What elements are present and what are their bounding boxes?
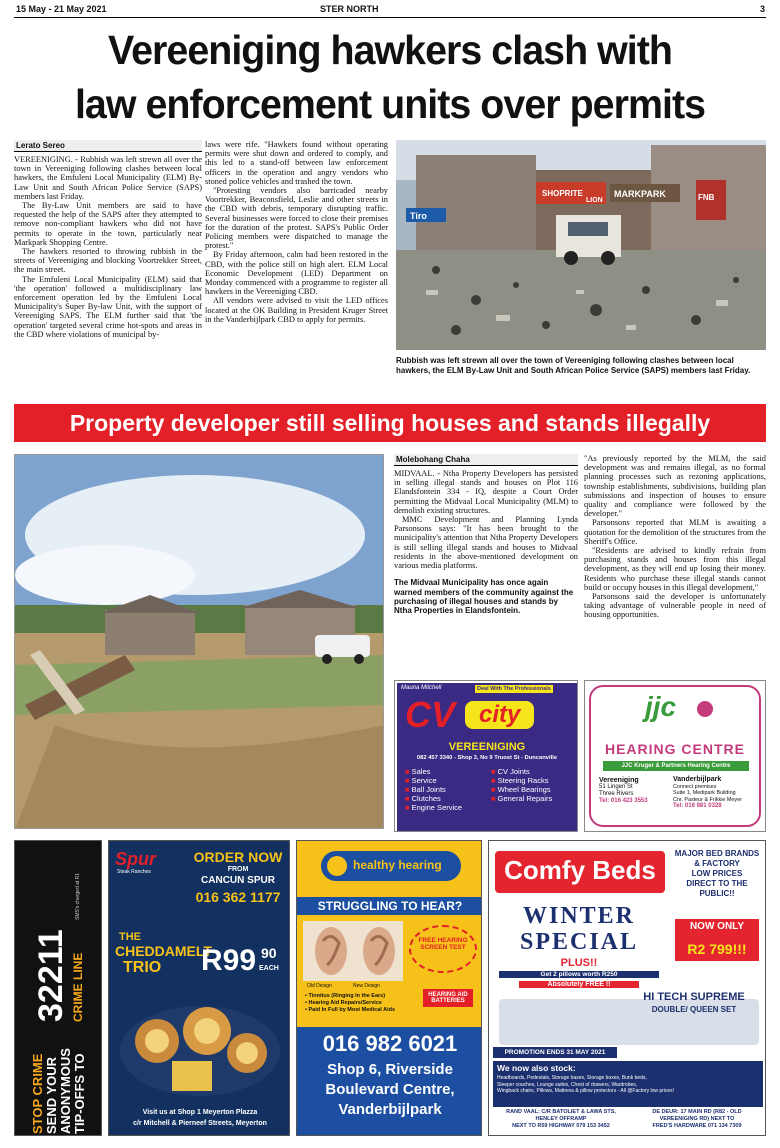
hearing-badge: FREE HEARING SCREEN TEST — [418, 937, 468, 951]
story1-column2 — [205, 140, 388, 324]
story1-caption: Rubbish was left strewn all over the town of Vereeniging following clashes between local hawkers, the ELM By-Law Unit and South African Police Service (SAPS) members last Friday. — [396, 356, 751, 375]
spur-order: ORDER NOW — [193, 849, 283, 865]
comfy-stock-title: We now also stock: — [497, 1063, 576, 1073]
paragraph: MMC Development and Planning Lynda Parsonsons says: "It has been brought to the municipality's attention that Ntha Property Developers is still selling illegal stands and houses to Midvaal residents in the above-mentioned development on various media platforms. — [394, 515, 578, 571]
spur-phone: 016 362 1177 — [195, 889, 281, 905]
story2-column2 — [584, 454, 766, 620]
comfy-rand-vaal: RAND VAAL: C/R BATOLIET & LAWA STS, HENLEY OFFRAMP NEXT TO R59 HIGHWAY 079 153 3452 — [506, 1109, 616, 1129]
crime-brand: CRIME LINE — [71, 952, 85, 1022]
story2-banner-headline: Property developer still selling houses and stands illegally — [14, 404, 766, 442]
paragraph: The By-Law Unit members are said to have requested the help of the SAPS after they attempted to remove non-compliant hawkers who did not have permits to operate in the town, particularly near Markpark Shopping Centre. — [14, 201, 202, 247]
hearing-bullet: • Hearing Aid Repairs/Service — [305, 1000, 382, 1006]
cv-address: 082 457 3340 - Shop 3, No 9 Truost St - Duncanville — [416, 755, 558, 761]
paragraph: The hawkers resorted to throwing rubbish in the streets of Vereeniging and blocking Voortrekker Street, the main street. — [14, 247, 202, 275]
story1-photo — [396, 140, 766, 350]
comfy-de-deur: DE DEUR: 17 MAIN RD (R82 - OLD VEREENIGING RD) NEXT TO FRED'S HARDWARE 071 134 7309 — [652, 1109, 742, 1129]
crime-rotated — [31, 844, 87, 1134]
jjc-title: HEARING CENTRE — [604, 741, 745, 757]
jjc-logo: jjc — [645, 691, 677, 722]
sign-lion: LION — [586, 197, 603, 204]
hearing-batteries: HEARING AID BATTERIES — [423, 989, 473, 1007]
story1-byline: Lerato Sereo — [14, 140, 202, 152]
hearing-old: Old Design — [307, 983, 332, 989]
paragraph: By Friday afternoon, calm had been restored in the CBD, with the police still on high alert. ELM Local Economic Development (LED) Department on Monday commenced with a programme to register all hawkers in the Vereeniging CBD. — [205, 250, 388, 297]
story2-body1 — [394, 469, 578, 570]
cv-service-item: ■ Steering Racks — [491, 776, 549, 785]
hearing-addr3: Vanderbijlpark — [338, 1101, 442, 1118]
comfy-pillows: Get 2 pillows worth R250 — [499, 971, 659, 978]
paper-name: STER NORTH — [320, 4, 379, 14]
comfy-now-only: NOW ONLY — [689, 921, 745, 932]
crime-line1: STOP CRIME — [30, 1053, 45, 1134]
comfy-brand: Comfy Beds — [504, 855, 656, 885]
ad-comfy-beds[interactable] — [488, 840, 766, 1136]
cv-service-item: ■ Wheel Bearings — [491, 785, 551, 794]
story2-pullquote: The Midvaal Municipality has once again warned members of the community against the purchasing of illegal houses and stands by Ntha Properties in Elandsfontein. — [394, 578, 574, 616]
story2-photo — [14, 454, 384, 829]
jjc-subtitle: JJC Kruger & Partners Hearing Centre — [603, 761, 749, 771]
hearing-brand: healthy hearing — [353, 858, 442, 872]
cv-brand-city: city — [465, 701, 534, 729]
crime-line2: SEND YOUR — [44, 1056, 59, 1134]
comfy-special: SPECIAL — [519, 929, 639, 955]
issue-date: 15 May - 21 May 2021 — [16, 4, 107, 14]
cv-service-item: ■ Sales — [405, 767, 431, 776]
paragraph: "Protesting vendors also barricaded nearby Voortrekker, Beaconsfield, Leslie and other streets in the CBD with debris, temporary disrupting traffic. Several businesses were forced to close their premises for the duration of the protest. SAPS's Public Order Policing members were dispatched to manage the protest." — [205, 186, 388, 251]
hearing-phone: 016 982 6021 — [322, 1031, 458, 1056]
comfy-free: Absolutely FREE !! — [519, 981, 639, 988]
hearing-bullet: • Paid In Full by Most Medical Aids — [305, 1007, 396, 1013]
crime-number: 32211 — [32, 929, 70, 1022]
cv-tagline: Deal With The Professionals — [477, 686, 551, 692]
story1-headline-line2: law enforcement units over permits — [74, 81, 706, 127]
paragraph: The Emfuleni Local Municipality (ELM) said that 'the operation' followed a multidisciplinary law enforcement operation led by the Emfuleni Local Municipality's Super By-law Unit, with the support of Vereeniging SAPS. The ELM further said that 'the operation' targeted several crime hot-spots and areas in the CBD where violations of municipal by- — [14, 274, 202, 339]
cv-service-item: ■ General Repairs — [491, 794, 553, 803]
hearing-headline: STRUGGLING TO HEAR? — [317, 899, 463, 913]
hearing-bullet: • Tinnitus (Ringing In the Ears) — [305, 993, 386, 999]
hearing-addr2: Boulevard Centre, — [325, 1081, 455, 1098]
comfy-price: R2 799!!! — [687, 941, 747, 957]
hearing-bullets — [305, 993, 423, 1014]
street-scene-image — [396, 140, 766, 350]
hearing-addr1: Shop 6, Riverside — [327, 1061, 453, 1078]
comfy-product: HI TECH SUPREME — [643, 991, 745, 1003]
sign-fnb: FNB — [698, 193, 715, 202]
page-number: 3 — [760, 4, 766, 14]
crime-line3: ANONYMOUS — [58, 1048, 73, 1134]
burger-trio-image — [117, 991, 283, 1101]
houses-site-image — [15, 455, 384, 829]
crime-line4: TIP-OFFS TO — [72, 1053, 87, 1134]
cv-contact: Mauna Mitchell — [401, 685, 442, 691]
comfy-size: DOUBLE/ QUEEN SET — [651, 1005, 737, 1014]
spur-sub: Steak Ranches — [117, 869, 151, 875]
ad-spur[interactable] — [108, 840, 290, 1136]
hearing-new: New Design — [353, 983, 380, 989]
folio-rule — [14, 17, 766, 18]
comfy-ends: PROMOTION ENDS 31 MAY 2021 — [493, 1047, 617, 1058]
paragraph: MIDVAAL. - Ntha Property Developers has persisted in selling illegal stands and houses on Plot 116 Elandsfontein 334 - IQ, despite a Court Order permitting the Midvaal Local Municipality (MLM) to demolish existing structures. — [394, 469, 578, 515]
cv-service-item: ■ Engine Service — [405, 803, 463, 812]
jjc-vanderbijlpark: Vanderbijlpark Connect premises Suite 1, Medipark Building Cnr. Pasteur & Frikkie Meyer Tel: 016 981 0328 — [673, 776, 742, 809]
sign-markpark: MARKPARK — [614, 189, 666, 199]
cv-town: VEREENIGING — [448, 741, 526, 753]
comfy-promo: MAJOR BED BRANDS & FACTORY LOW PRICES DIRECT TO THE PUBLIC!! — [674, 849, 760, 898]
story1-body1 — [14, 155, 202, 339]
spur-brand: Spur — [115, 849, 157, 869]
cv-services-left — [405, 767, 495, 812]
ad-jjc-hearing[interactable] — [584, 680, 766, 832]
comfy-winter: WINTER — [522, 903, 636, 929]
paragraph: Parsonsons said the developer is unfortunately taking advantage of vulnerable people in need of housing opportunities. — [584, 592, 766, 620]
jjc-vereeniging: Vereeniging 51 Lingen St Three Rivers Tel: 016 423 3553 — [599, 777, 648, 804]
cv-services-right — [491, 767, 577, 803]
crime-small: SMS's charged at R1 — [75, 872, 81, 920]
paragraph: VEREENIGING. - Rubbish was left strewn all over the town in Vereeniging following clashes between local hawkers, the Emfuleni Local Municipality (ELM) By-Law Unit and South African Police Service (SAPS) members last Friday. — [14, 155, 202, 201]
cv-service-item: ■ Clutches — [405, 794, 441, 803]
story2-body2 — [584, 454, 766, 620]
cv-service-item: ■ Ball Joints — [405, 785, 446, 794]
cv-service-item: ■ CV Joints — [491, 767, 530, 776]
story1-column1 — [14, 140, 202, 339]
paragraph: All vendors were advised to visit the LED offices located at the OK Building in President Kruger Street in the Vanderbijlpark CBD to apply for permits. — [205, 296, 388, 324]
paragraph: Parsonsons reported that MLM is awaiting a quotation for the demolition of the structures from the Sheriff's Office. — [584, 518, 766, 546]
paragraph: "As previously reported by the MLM, the said development was and remains illegal, as no formal planning processes such as rezoning applications, township establishments, subdivisions, building plan submissions and inspection of houses to ensure quality and compliance were followed by the developer." — [584, 454, 766, 519]
story1-body2 — [205, 140, 388, 324]
comfy-stock: Headboards, Pedestals, Storage bases, Storage boxes, Bunk beds, Sleeper couches, Lounge suites, Chest of drawers, Wardrobes, Wingback chairs, Pillows, Mattress & pillow protectors - All @Factory low prices! — [497, 1075, 675, 1094]
ad-healthy-hearing[interactable] — [296, 840, 482, 1136]
spur-product2: CHEDDAMELT — [115, 943, 212, 959]
hearing-logo-icon — [327, 856, 347, 876]
cv-service-item: ■ Service — [405, 776, 437, 785]
comfy-plus: PLUS!! — [560, 957, 598, 969]
ad-crime-line[interactable] — [14, 840, 102, 1136]
spur-product1: THE — [119, 931, 141, 943]
story2-byline: Molebohang Chaha — [394, 454, 578, 466]
paragraph: "Residents are advised to kindly refrain from purchasing stands and houses from this illegal development, as they will end up losing their money. Residents who purchase these illegal stands cannot build or occupy houses in this illegal development," — [584, 546, 766, 592]
paragraph: laws were rife. "Hawkers found without operating permits were shut down and ordered to comply, and this led to a stand-off between law enforcement officers in the operation and angry vendors who stoned police vehicles and trashed the town. — [205, 140, 388, 186]
spur-visit: Visit us at Shop 1 Meyerton Plazza — [142, 1109, 258, 1116]
story1-headline-line1: Vereeniging hawkers clash with — [107, 27, 673, 73]
story2-column1 — [394, 454, 578, 615]
jjc-logo-dot — [697, 701, 713, 717]
spur-streets: c/r Mitchell & Pierneef Streets, Meyerton — [133, 1120, 267, 1127]
ear-image — [303, 921, 403, 981]
spur-store: CANCUN SPUR — [201, 875, 275, 886]
spur-price: R99 — [201, 944, 257, 977]
cv-brand-cv: CV — [405, 694, 456, 735]
spur-product3: TRIO — [123, 959, 162, 976]
ad-cv-city[interactable] — [394, 680, 578, 832]
sign-shoprite: SHOPRITE — [542, 189, 583, 198]
spur-from: FROM — [227, 866, 249, 873]
spur-each: EACH — [259, 965, 279, 972]
spur-cents: 90 — [261, 945, 277, 961]
sign-tiro: Tiro — [410, 211, 427, 221]
